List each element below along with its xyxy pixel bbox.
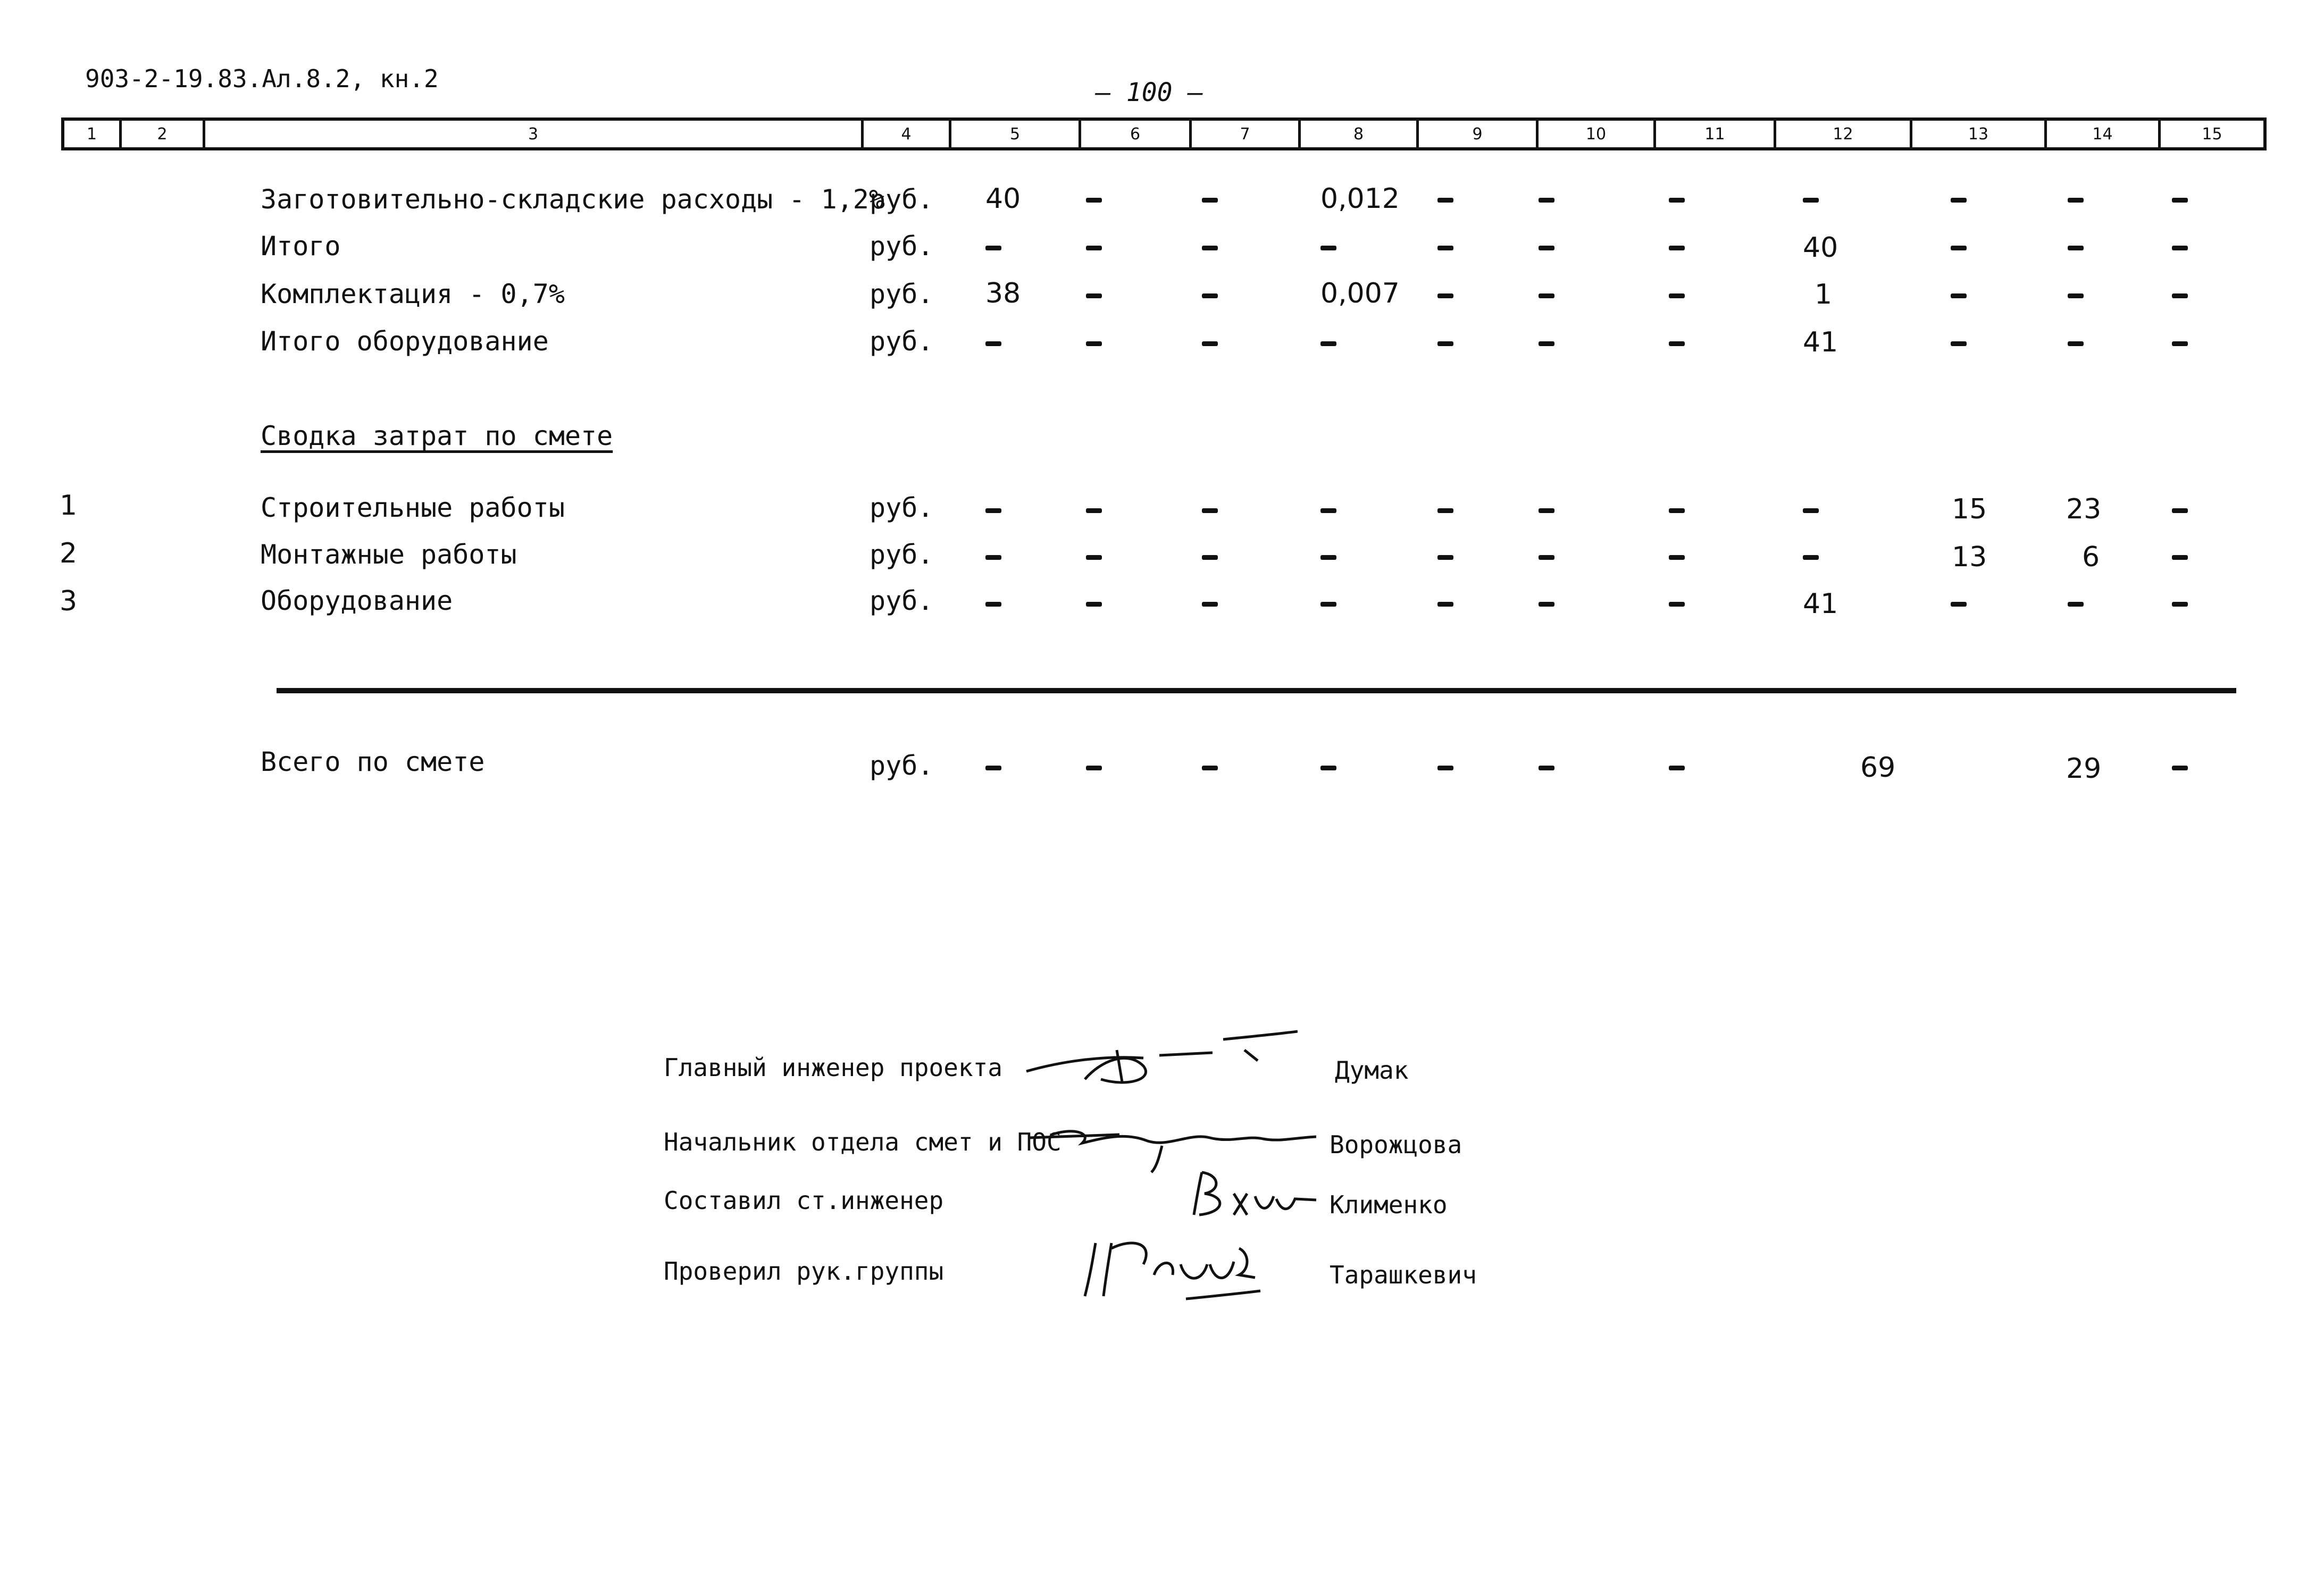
empty-cell-dash <box>1437 555 1453 560</box>
empty-cell-dash <box>1320 508 1336 513</box>
empty-cell-dash <box>1669 341 1685 346</box>
empty-cell-dash <box>1086 602 1102 607</box>
row-unit: руб. <box>870 492 934 523</box>
column-header: 1 <box>86 124 97 144</box>
empty-cell-dash <box>1951 198 1967 203</box>
handwritten-signature <box>1183 1167 1322 1225</box>
empty-cell-dash <box>2068 293 2084 298</box>
empty-cell-dash <box>1202 508 1218 513</box>
empty-cell-dash <box>1437 766 1453 770</box>
cell-col13: 15 <box>1952 493 1987 525</box>
empty-cell-dash <box>1669 766 1685 770</box>
empty-cell-dash <box>2068 198 2084 203</box>
column-header: 7 <box>1189 121 1298 147</box>
empty-cell-dash <box>1951 246 1967 250</box>
empty-cell-dash <box>1437 246 1453 250</box>
empty-cell-dash <box>2068 341 2084 346</box>
empty-cell-dash <box>2172 602 2188 607</box>
row-number: 2 <box>60 538 78 569</box>
signature-name: Клименко <box>1330 1190 1448 1219</box>
row-description: Итого <box>261 231 341 262</box>
row-description: Заготовительно-складские расходы - 1,2% <box>261 184 885 215</box>
empty-cell-dash <box>1951 602 1967 607</box>
total-unit: руб. <box>870 750 934 781</box>
empty-cell-dash <box>1086 555 1102 560</box>
total-divider-line <box>277 688 2236 693</box>
empty-cell-dash <box>1437 602 1453 607</box>
signature-name: Тарашкевич <box>1330 1261 1477 1289</box>
empty-cell-dash <box>2172 198 2188 203</box>
row-description: Монтажные работы <box>261 539 517 570</box>
cell-col12: 41 <box>1803 588 1838 620</box>
cell-col5: 38 <box>985 278 1021 309</box>
empty-cell-dash <box>1539 293 1554 298</box>
handwritten-signature <box>1029 1116 1327 1175</box>
empty-cell-dash <box>1539 766 1554 770</box>
column-header: 8 <box>1298 121 1416 147</box>
signature-name: Думак <box>1335 1056 1409 1085</box>
empty-cell-dash <box>1202 602 1218 607</box>
handwritten-signature <box>1021 1029 1298 1093</box>
empty-cell-dash <box>1202 198 1218 203</box>
page-number: — 100 — <box>1096 78 1203 107</box>
row-description: Оборудование <box>261 585 453 616</box>
signature-role: Начальник отдела смет и ПОС <box>664 1128 1061 1156</box>
empty-cell-dash <box>1437 198 1453 203</box>
empty-cell-dash <box>1539 198 1554 203</box>
cell-col14: 6 <box>2082 541 2100 573</box>
row-unit: руб. <box>870 184 934 215</box>
column-header: 10 <box>1536 121 1653 147</box>
empty-cell-dash <box>1202 341 1218 346</box>
empty-cell-dash <box>1202 293 1218 298</box>
cell-col12: 41 <box>1803 326 1838 358</box>
column-header: 6 <box>1079 121 1189 147</box>
empty-cell-dash <box>2172 246 2188 250</box>
row-unit: руб. <box>870 326 934 357</box>
row-unit: руб. <box>870 279 934 309</box>
column-header: 15 <box>2158 121 2263 147</box>
empty-cell-dash <box>2068 602 2084 607</box>
column-header-row <box>61 117 2267 150</box>
row-number: 1 <box>60 490 78 522</box>
empty-cell-dash <box>985 766 1001 770</box>
document-code: 903-2-19.83.Ал.8.2, кн.2 <box>85 64 439 93</box>
empty-cell-dash <box>1320 602 1336 607</box>
empty-cell-dash <box>1539 341 1554 346</box>
cell-col8: 0,012 <box>1320 183 1400 215</box>
column-header: 4 <box>861 121 949 147</box>
cell-col12: 40 <box>1803 232 1838 264</box>
signature-role: Составил ст.инженер <box>664 1186 944 1215</box>
row-description: Строительные работы <box>261 492 565 523</box>
column-header: 11 <box>1653 121 1774 147</box>
signature-role: Проверил рук.группы <box>664 1257 944 1286</box>
empty-cell-dash <box>1539 508 1554 513</box>
column-header: 13 <box>1910 121 2044 147</box>
cell-col8: 0,007 <box>1320 278 1400 309</box>
total-col14: 29 <box>2066 753 2102 785</box>
empty-cell-dash <box>1320 766 1336 770</box>
empty-cell-dash <box>1086 246 1102 250</box>
empty-cell-dash <box>1669 293 1685 298</box>
empty-cell-dash <box>985 508 1001 513</box>
empty-cell-dash <box>2172 341 2188 346</box>
row-unit: руб. <box>870 585 934 616</box>
empty-cell-dash <box>2068 246 2084 250</box>
row-unit: руб. <box>870 231 934 262</box>
section-heading: Сводка затрат по смете <box>261 421 613 451</box>
total-col12: 69 <box>1860 752 1896 784</box>
cell-col14: 23 <box>2066 493 2102 525</box>
column-header: 2 <box>119 121 203 147</box>
column-header: 14 <box>2044 121 2158 147</box>
column-header: 3 <box>203 121 861 147</box>
column-header: 9 <box>1416 121 1536 147</box>
empty-cell-dash <box>1803 508 1819 513</box>
total-description: Всего по смете <box>261 746 485 777</box>
empty-cell-dash <box>1086 341 1102 346</box>
signature-role: Главный инженер проекта <box>664 1053 1002 1082</box>
empty-cell-dash <box>1437 293 1453 298</box>
cell-col13: 13 <box>1952 541 1987 573</box>
empty-cell-dash <box>2172 555 2188 560</box>
empty-cell-dash <box>1202 766 1218 770</box>
cell-col12: 1 <box>1815 279 1833 310</box>
empty-cell-dash <box>2172 766 2188 770</box>
empty-cell-dash <box>2172 293 2188 298</box>
empty-cell-dash <box>1202 246 1218 250</box>
empty-cell-dash <box>1086 198 1102 203</box>
empty-cell-dash <box>1086 508 1102 513</box>
empty-cell-dash <box>1951 341 1967 346</box>
row-description: Итого оборудование <box>261 326 549 357</box>
cell-col5: 40 <box>985 183 1021 215</box>
empty-cell-dash <box>1803 198 1819 203</box>
empty-cell-dash <box>1539 246 1554 250</box>
empty-cell-dash <box>1669 555 1685 560</box>
empty-cell-dash <box>1539 555 1554 560</box>
empty-cell-dash <box>985 602 1001 607</box>
handwritten-signature <box>1080 1232 1271 1307</box>
column-header: 12 <box>1774 121 1910 147</box>
empty-cell-dash <box>1803 555 1819 560</box>
row-unit: руб. <box>870 539 934 570</box>
row-description: Комплектация - 0,7% <box>261 279 565 309</box>
empty-cell-dash <box>1086 293 1102 298</box>
empty-cell-dash <box>1669 246 1685 250</box>
empty-cell-dash <box>1202 555 1218 560</box>
empty-cell-dash <box>1437 508 1453 513</box>
empty-cell-dash <box>985 246 1001 250</box>
empty-cell-dash <box>985 555 1001 560</box>
empty-cell-dash <box>1669 198 1685 203</box>
empty-cell-dash <box>1320 246 1336 250</box>
empty-cell-dash <box>1086 766 1102 770</box>
empty-cell-dash <box>1437 341 1453 346</box>
empty-cell-dash <box>1951 293 1967 298</box>
empty-cell-dash <box>1320 555 1336 560</box>
empty-cell-dash <box>1539 602 1554 607</box>
signature-name: Ворожцова <box>1330 1130 1462 1159</box>
empty-cell-dash <box>1669 508 1685 513</box>
empty-cell-dash <box>985 341 1001 346</box>
column-header: 5 <box>949 121 1079 147</box>
empty-cell-dash <box>1320 341 1336 346</box>
empty-cell-dash <box>2172 508 2188 513</box>
empty-cell-dash <box>1669 602 1685 607</box>
row-number: 3 <box>60 585 78 617</box>
